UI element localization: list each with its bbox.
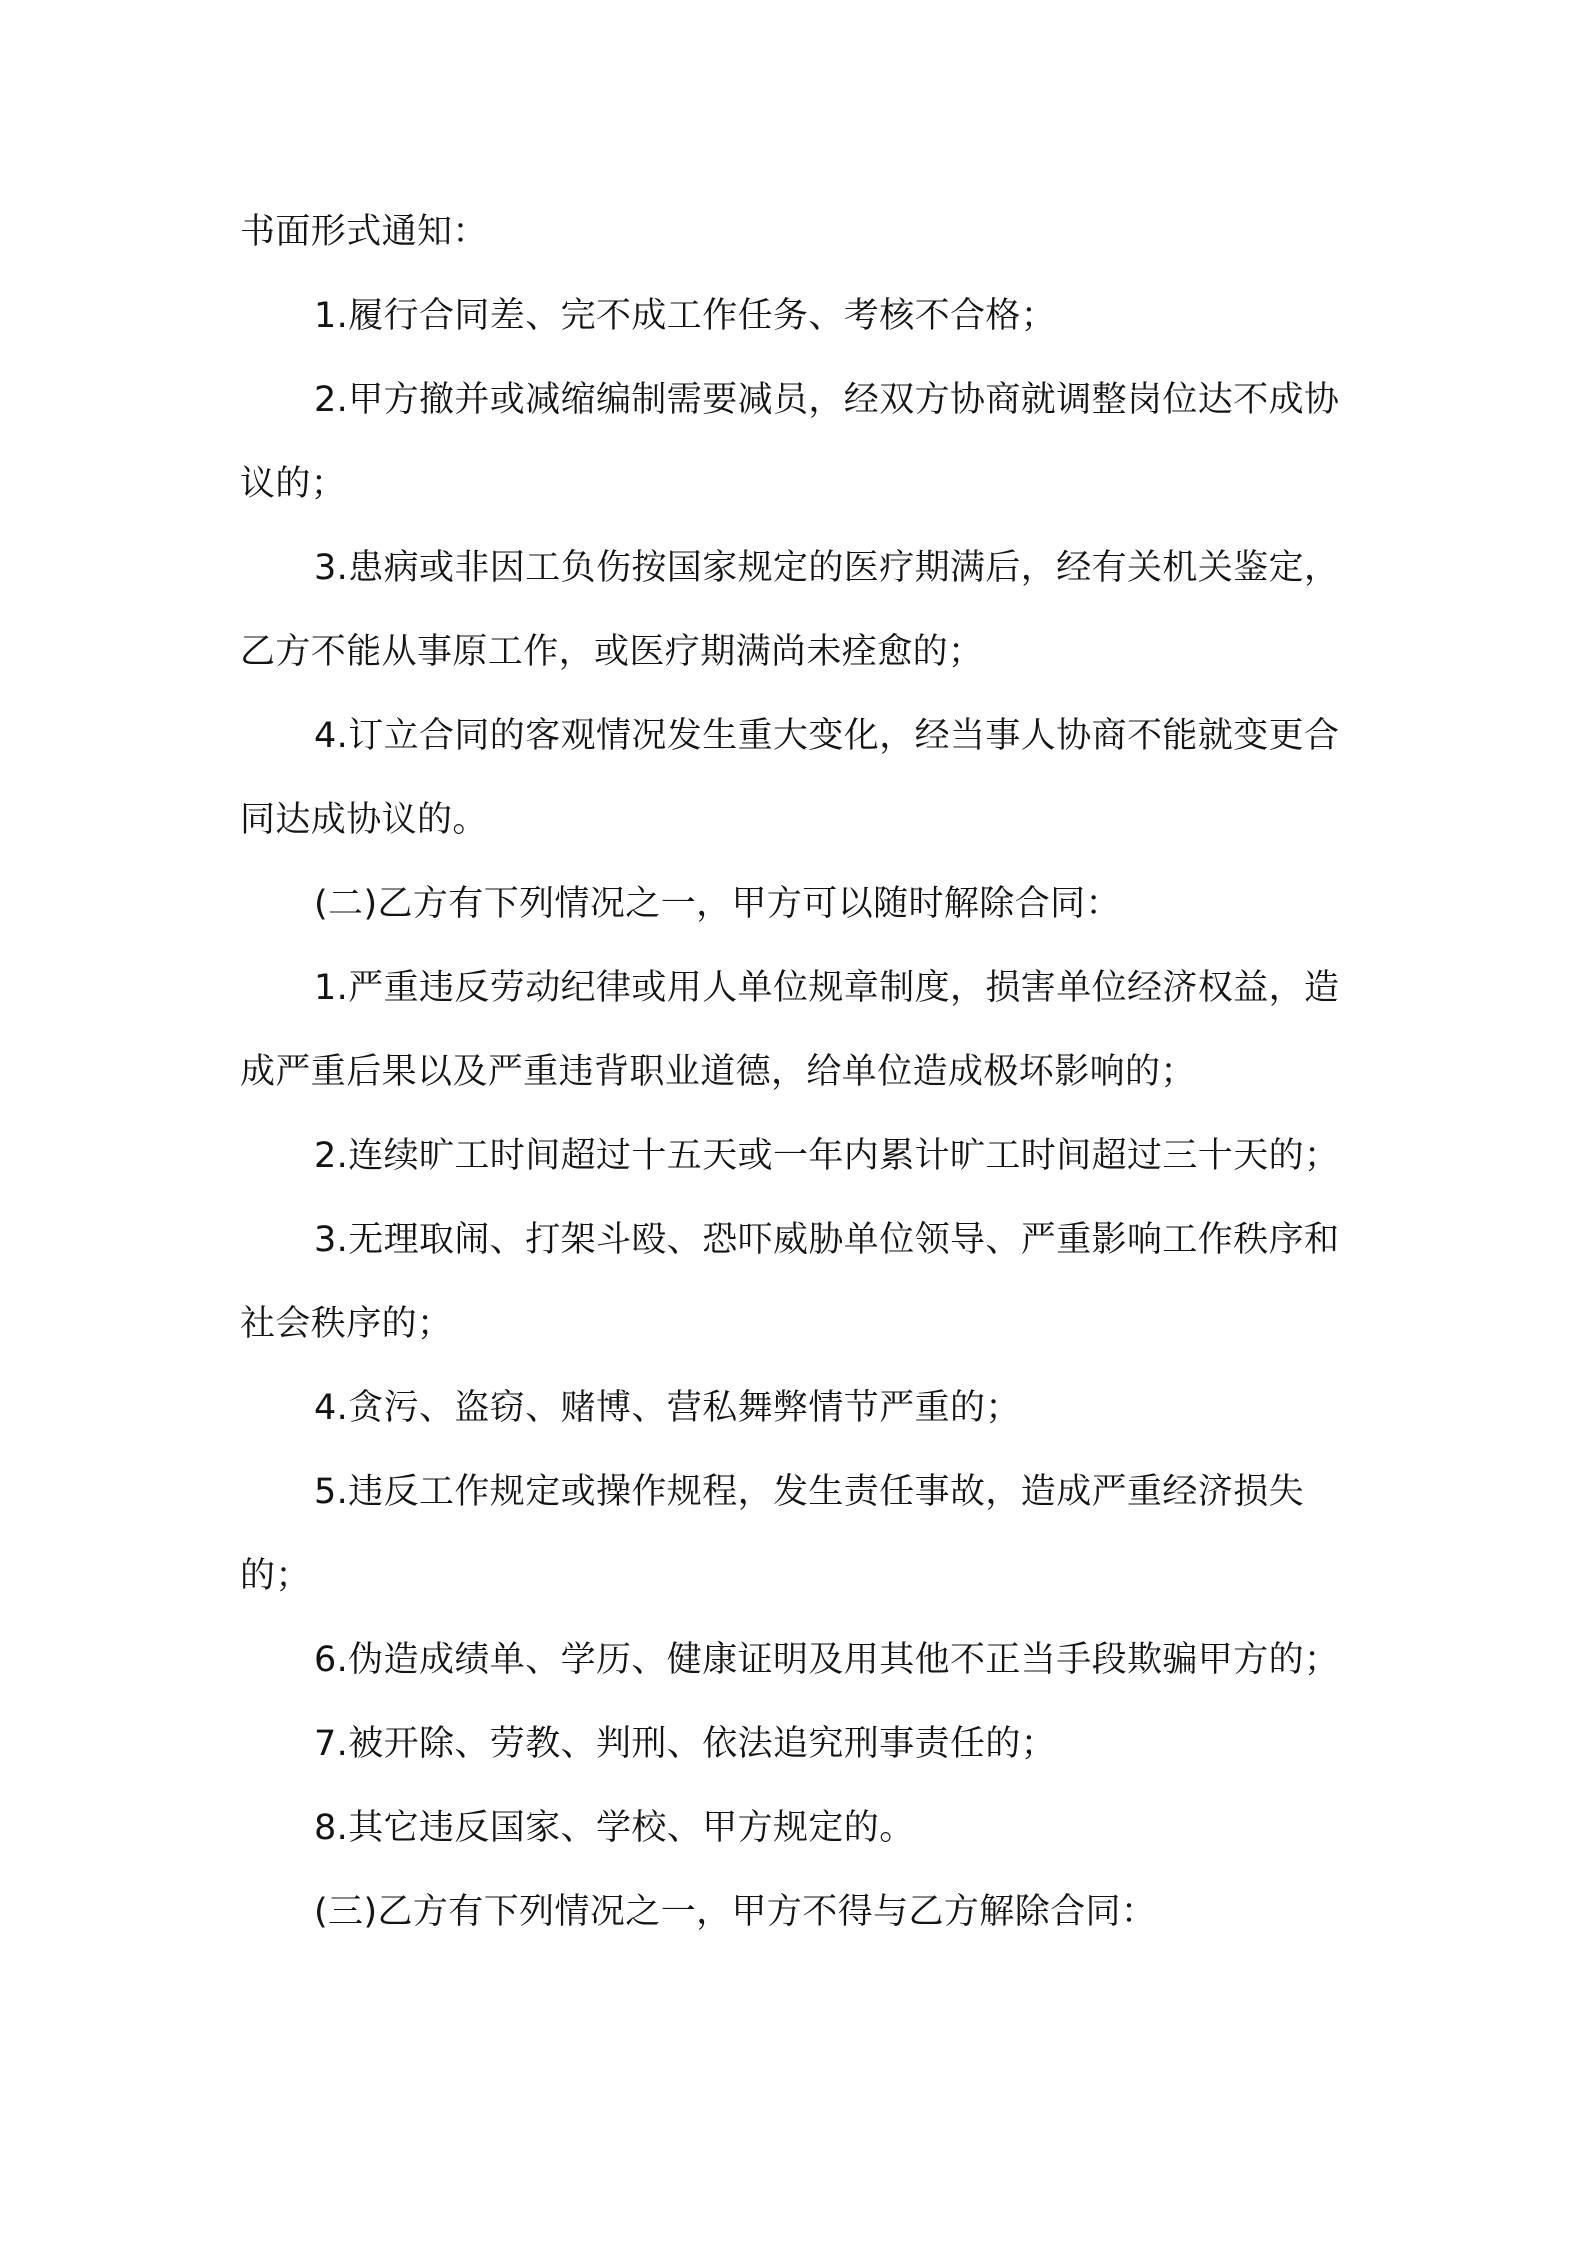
paragraph-item-2-staff-reduction: 2.甲方撤并或减缩编制需要减员，经双方协商就调整岗位达不成协议的； bbox=[240, 380, 1340, 504]
section-heading-3: (三)乙方有下列情况之一，甲方不得与乙方解除合同： bbox=[314, 1892, 1157, 1932]
paragraph-item-6-forgery: 6.伪造成绩单、学历、健康证明及用其他不正当手段欺骗甲方的； bbox=[314, 1640, 1340, 1680]
paragraph-item-1-poor-performance: 1.履行合同差、完不成工作任务、考核不合格； bbox=[314, 296, 1057, 336]
paragraph-item-3-disorder: 3.无理取闹、打架斗殴、恐吓威胁单位领导、严重影响工作秩序和社会秩序的； bbox=[240, 1220, 1340, 1344]
document-body bbox=[240, 190, 1360, 1954]
paragraph-notice-form: 书面形式通知： bbox=[240, 212, 488, 252]
paragraph-item-4-objective-change: 4.订立合同的客观情况发生重大变化，经当事人协商不能就变更合同达成协议的。 bbox=[240, 716, 1340, 840]
paragraph-item-1-serious-violation: 1.严重违反劳动纪律或用人单位规章制度，损害单位经济权益，造成严重后果以及严重违背职业道德，给单位造成极坏影响的； bbox=[240, 968, 1340, 1092]
paragraph-item-8-other-violation: 8.其它违反国家、学校、甲方规定的。 bbox=[314, 1808, 915, 1848]
paragraph-item-3-medical-period: 3.患病或非因工负伤按国家规定的医疗期满后，经有关机关鉴定，乙方不能从事原工作，或医疗期满尚未痊愈的； bbox=[240, 548, 1340, 672]
paragraph-item-7-criminal: 7.被开除、劳教、判刑、依法追究刑事责任的； bbox=[314, 1724, 1057, 1764]
paragraph-item-4-corruption: 4.贪污、盗窃、赌博、营私舞弊情节严重的； bbox=[314, 1388, 1021, 1428]
section-heading-2: (二)乙方有下列情况之一，甲方可以随时解除合同： bbox=[314, 884, 1121, 924]
paragraph-item-2-absenteeism: 2.连续旷工时间超过十五天或一年内累计旷工时间超过三十天的； bbox=[314, 1136, 1340, 1176]
paragraph-item-5-accident: 5.违反工作规定或操作规程，发生责任事故，造成严重经济损失的； bbox=[240, 1472, 1304, 1596]
